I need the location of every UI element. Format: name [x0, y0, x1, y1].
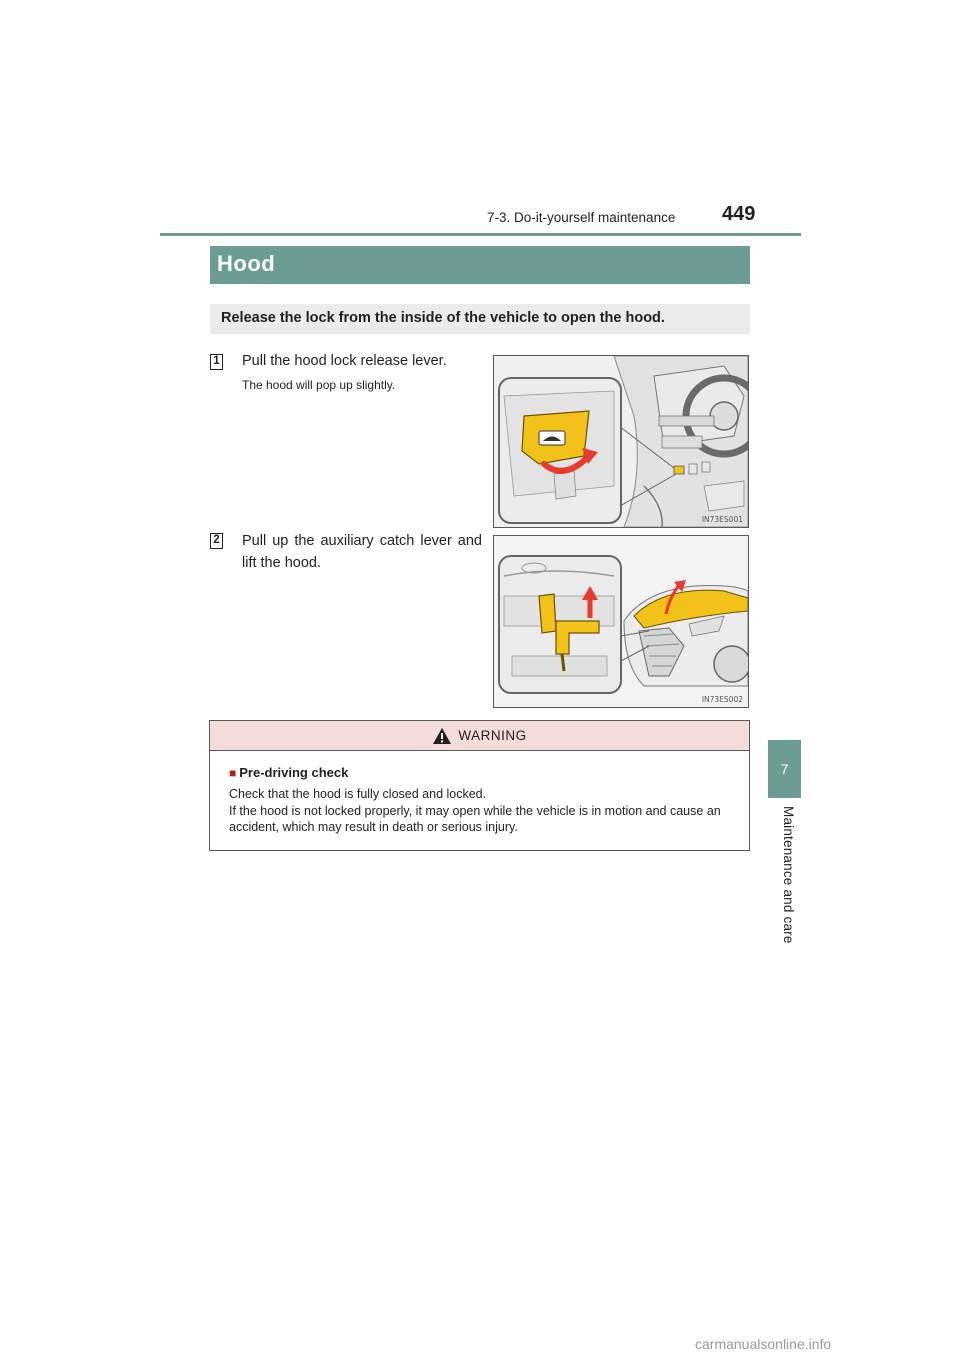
watermark: carmanualsonline.info: [695, 1336, 832, 1352]
figure-code: IN73ES001: [701, 515, 743, 524]
step-1-badge: [210, 354, 223, 370]
step-number: 2: [213, 534, 220, 547]
step-1-text: Pull the hood lock release lever.: [242, 353, 447, 369]
warning-body: [210, 751, 749, 836]
warning-box: [209, 720, 750, 851]
chapter-tab: [768, 740, 801, 798]
step-2-badge: [210, 533, 223, 549]
section-title: Hood: [210, 246, 750, 284]
step-2-text: Pull up the auxiliary catch lever and lift the hood.: [242, 533, 482, 571]
warning-label: WARNING: [458, 728, 527, 743]
bullet-square-icon: ■: [229, 765, 237, 780]
page-number: 449: [722, 203, 756, 225]
warning-header: [210, 721, 749, 751]
figure-code: IN73ES002: [701, 695, 743, 704]
figure-auxiliary-catch-lever: [493, 535, 749, 708]
intro-text: Release the lock from the inside of the vehicle to open the hood.: [221, 310, 665, 326]
warning-triangle-icon: [432, 727, 452, 745]
warning-line: If the hood is not locked properly, it may open while the vehicle is in motion and cause an accident, which may result in death or serious injury.: [229, 803, 721, 834]
figure-hood-release-lever: [493, 355, 749, 528]
chapter-number: 7: [780, 761, 789, 777]
header-rule: [160, 233, 801, 236]
warning-line: Check that the hood is fully closed and locked.: [229, 787, 487, 801]
chapter-title: Maintenance and care: [781, 806, 796, 944]
warning-text: [229, 786, 739, 836]
step-1-note: The hood will pop up slightly.: [242, 378, 396, 392]
running-header-section: 7-3. Do-it-yourself maintenance: [487, 210, 676, 225]
intro-box: [210, 304, 750, 334]
warning-subheading: [229, 765, 739, 780]
step-number: 1: [213, 355, 220, 368]
warning-subheading-text: Pre-driving check: [239, 765, 349, 780]
hood-release-illustration: [494, 356, 748, 527]
auxiliary-catch-illustration: [494, 536, 748, 707]
